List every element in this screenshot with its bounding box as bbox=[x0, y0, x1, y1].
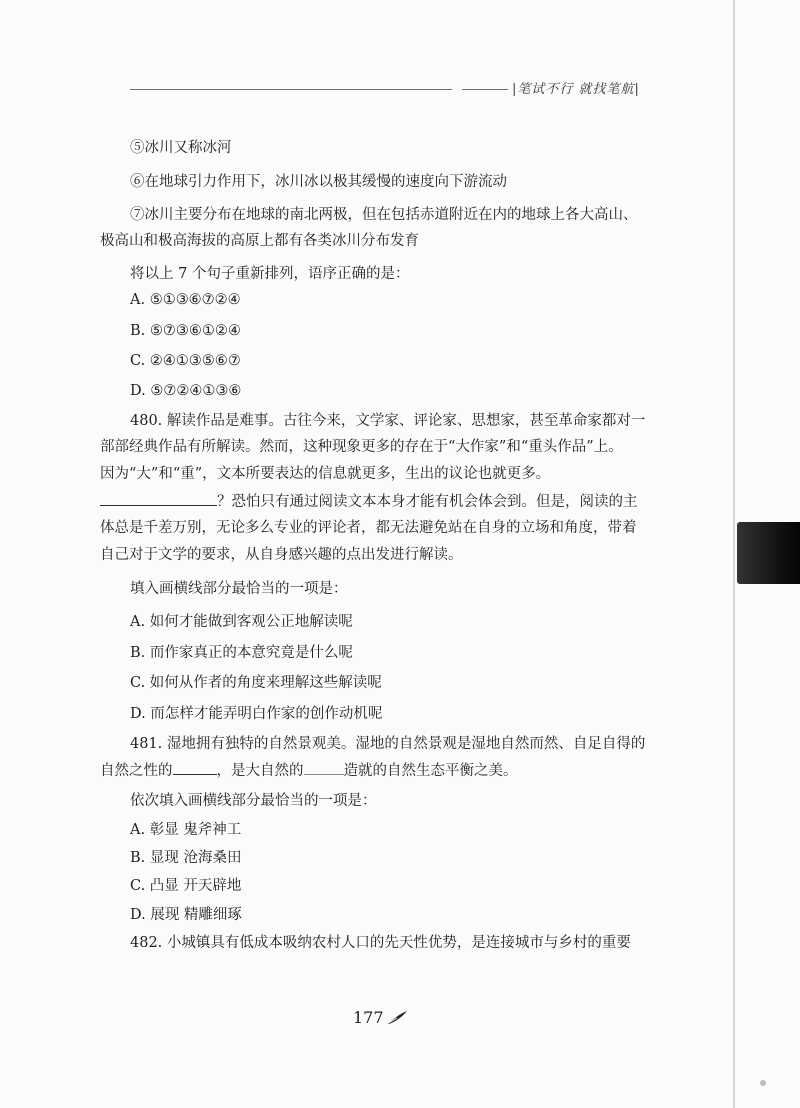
sentence-7-line-1: ⑦冰川主要分布在地球的南北两极，但在包括赤道附近在内的地球上各大高山、 bbox=[130, 207, 638, 223]
option-481-d: D. 展现 精雕细琢 bbox=[130, 907, 242, 923]
question-480-line-2: 部部经典作品有所解读。然而，这种现象更多的存在于“大作家”和“重头作品”上。 bbox=[100, 439, 623, 455]
option-481-c: C. 凸显 开天辟地 bbox=[130, 878, 242, 894]
answer-blank-2 bbox=[304, 760, 344, 775]
option-481-a: A. 彰显 鬼斧神工 bbox=[130, 822, 242, 838]
question-480-line-4 bbox=[100, 491, 638, 512]
book-spine-shadow bbox=[733, 0, 735, 1108]
answer-blank-1 bbox=[173, 760, 217, 775]
question-480-prompt: 填入画横线部分最恰当的一项是： bbox=[130, 581, 348, 597]
question-480-line-5: 体总是千差万别，无论多么专业的评论者，都无法避免站在自身的立场和角度，带着 bbox=[100, 520, 637, 536]
question-482-line-1: 482. 小城镇具有低成本吸纳农村人口的先天性优势，是连接城市与乡村的重要 bbox=[130, 935, 631, 951]
question-481-text-c: 造就的自然生态平衡之美。 bbox=[343, 763, 518, 779]
question-481-text-a: 自然之性的 bbox=[100, 763, 173, 779]
header-rule-left bbox=[130, 89, 452, 90]
option-480-d: D. 而怎样才能弄明白作家的创作动机呢 bbox=[130, 706, 383, 722]
option-481-b: B. 显现 沧海桑田 bbox=[130, 850, 242, 866]
option-479-b: B. ⑤⑦③⑥①②④ bbox=[130, 323, 241, 339]
quill-pen-icon bbox=[385, 1010, 409, 1026]
header-rule-right bbox=[462, 89, 508, 90]
page-edge-thumb-mark bbox=[737, 522, 800, 584]
question-481-text-b: ，是大自然的 bbox=[216, 763, 304, 779]
option-479-d: D. ⑤⑦②④①③⑥ bbox=[130, 383, 242, 399]
option-480-a: A. 如何才能做到客观公正地解读呢 bbox=[130, 614, 353, 630]
option-480-b: B. 而作家真正的本意究竟是什么呢 bbox=[130, 645, 353, 661]
answer-blank bbox=[100, 491, 217, 506]
question-480-line-3: 因为“大”和“重”，文本所要表达的信息就更多，生出的议论也就更多。 bbox=[100, 466, 551, 482]
question-481-line-2 bbox=[100, 760, 518, 781]
question-480-line-6: 自己对于文学的要求，从自身感兴趣的点出发进行解读。 bbox=[100, 547, 463, 563]
sentence-5: ⑤冰川又称冰河 bbox=[130, 140, 232, 156]
option-479-a: A. ⑤①③⑥⑦②④ bbox=[130, 292, 241, 308]
sentence-6: ⑥在地球引力作用下，冰川冰以极其缓慢的速度向下游流动 bbox=[130, 174, 507, 190]
sentence-7-line-2: 极高山和极高海拔的高原上都有各类冰川分布发育 bbox=[100, 233, 419, 249]
option-479-c: C. ②④①③⑤⑥⑦ bbox=[130, 353, 241, 369]
question-479-prompt: 将以上 7 个句子重新排列，语序正确的是： bbox=[130, 266, 410, 282]
option-480-c: C. 如何从作者的角度来理解这些解读呢 bbox=[130, 675, 382, 691]
question-480-line-4-text: ？恐怕只有通过阅读文本本身才能有机会体会到。但是，阅读的主 bbox=[217, 494, 638, 510]
question-481-prompt: 依次填入画横线部分最恰当的一项是： bbox=[130, 793, 377, 809]
question-480-line-1: 480. 解读作品是难事。古往今来，文学家、评论家、思想家，甚至革命家都对一 bbox=[130, 413, 646, 429]
corner-mark bbox=[760, 1080, 766, 1086]
header-tagline: |笔试不行 就找笔航| bbox=[512, 82, 640, 97]
question-481-line-1: 481. 湿地拥有独特的自然景观美。湿地的自然景观是湿地自然而然、自足自得的 bbox=[130, 736, 646, 752]
page-number: 177 bbox=[353, 1008, 384, 1027]
